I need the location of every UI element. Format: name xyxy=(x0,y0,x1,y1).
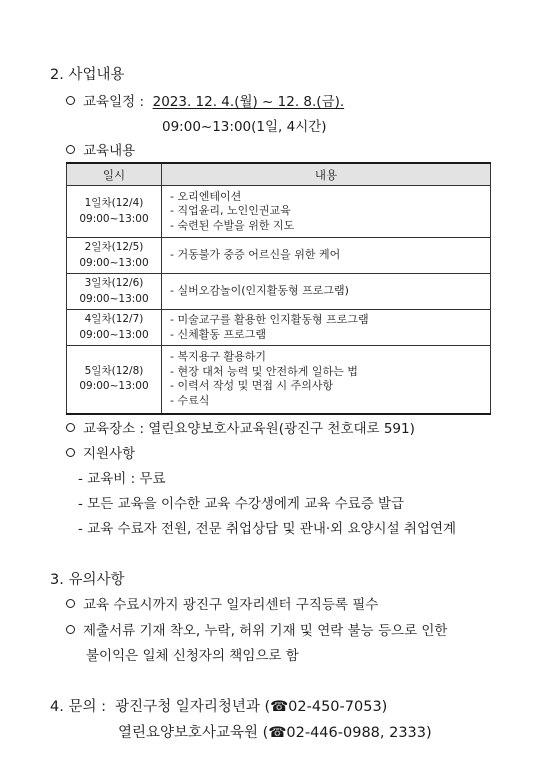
day-cell xyxy=(67,346,162,414)
circle-bullet-icon xyxy=(66,448,75,457)
support-item: - 교육비 : 무료 xyxy=(78,471,166,487)
content-cell xyxy=(162,310,491,346)
content-cell xyxy=(162,274,491,310)
table-header-row xyxy=(67,163,491,186)
schedule-table xyxy=(66,162,491,415)
content-item: - 이력서 작성 및 면접 시 주의사항 xyxy=(170,379,334,393)
contact-label: 4. 문의 : xyxy=(50,699,106,715)
content-label: 교육내용 xyxy=(83,143,136,159)
support-row xyxy=(66,448,135,462)
table-row xyxy=(67,274,491,310)
section-2-heading: 2. 사업내용 xyxy=(50,67,125,83)
day-cell xyxy=(67,310,162,346)
day-cell xyxy=(67,274,162,310)
content-item: - 거동불가 중증 어르신을 위한 케어 xyxy=(170,248,341,262)
content-cell xyxy=(162,238,491,274)
contact-primary: 광진구청 일자리청년과 (☎02-450-7053) xyxy=(115,699,388,715)
note-text: 제출서류 기재 착오, 누락, 허위 기재 및 연락 불능 등으로 인한 xyxy=(83,623,448,639)
support-item: - 모든 교육을 이수한 교육 수강생에게 교육 수료증 발급 xyxy=(78,496,405,512)
content-item: - 실버오감놀이(인지활동형 프로그램) xyxy=(170,284,349,298)
note-row xyxy=(66,599,378,613)
note-text: 교육 수료시까지 광진구 일자리센터 구직등록 필수 xyxy=(83,597,379,613)
venue-text: 교육장소 : 열린요양보호사교육원(광진구 천호대로 591) xyxy=(83,421,415,437)
circle-bullet-icon xyxy=(66,625,75,634)
schedule-dates: 2023. 12. 4.(월) ~ 12. 8.(금). xyxy=(152,94,345,110)
day-label: 5일차(12/8) xyxy=(84,365,144,378)
day-label: 1일차(12/4) xyxy=(84,197,144,210)
day-cell xyxy=(67,186,162,238)
day-label: 4일차(12/7) xyxy=(84,313,144,326)
table-row xyxy=(67,238,491,274)
table-row xyxy=(67,346,491,414)
day-label: 3일차(12/6) xyxy=(84,277,144,290)
circle-bullet-icon xyxy=(66,145,75,154)
circle-bullet-icon xyxy=(66,423,75,432)
content-item: - 현장 대처 능력 및 안전하게 일하는 법 xyxy=(170,364,358,378)
contact-row xyxy=(50,700,387,715)
section-3-heading: 3. 유의사항 xyxy=(50,572,125,588)
support-label: 지원사항 xyxy=(83,446,136,462)
content-item: - 신체활동 프로그램 xyxy=(170,327,266,341)
column-header-content: 내용 xyxy=(162,163,491,186)
table-row xyxy=(67,186,491,238)
table-row xyxy=(67,310,491,346)
circle-bullet-icon xyxy=(66,599,75,608)
content-item: - 수료식 xyxy=(170,393,210,407)
schedule-label: 교육일정 : xyxy=(83,94,145,110)
contact-secondary: 열린요양보호사교육원 (☎02-446-0988, 2333) xyxy=(118,725,432,741)
day-cell xyxy=(67,238,162,274)
content-cell xyxy=(162,346,491,414)
note-row xyxy=(66,625,447,639)
schedule-row xyxy=(66,96,344,110)
time-label: 09:00~13:00 xyxy=(79,212,149,225)
support-item: - 교육 수료자 전원, 전문 취업상담 및 관내·외 요양시설 취업연계 xyxy=(78,521,457,537)
circle-bullet-icon xyxy=(66,96,75,105)
content-cell xyxy=(162,186,491,238)
content-item: - 숙련된 수발을 위한 지도 xyxy=(170,218,295,232)
content-item: - 복지용구 활용하기 xyxy=(170,350,266,364)
column-header-date: 일시 xyxy=(67,163,162,186)
content-item: - 직업윤리, 노인인권교육 xyxy=(170,204,291,218)
time-label: 09:00~13:00 xyxy=(79,328,149,341)
content-row xyxy=(66,145,135,159)
day-label: 2일차(12/5) xyxy=(84,241,144,254)
time-label: 09:00~13:00 xyxy=(79,292,149,305)
time-label: 09:00~13:00 xyxy=(79,256,149,269)
note-continuation: 불이익은 일체 신청자의 책임으로 함 xyxy=(86,648,299,664)
content-item: - 오리엔테이션 xyxy=(170,189,242,203)
content-item: - 미술교구를 활용한 인지활동형 프로그램 xyxy=(170,312,369,326)
venue-row xyxy=(66,423,415,437)
time-label: 09:00~13:00 xyxy=(79,380,149,393)
schedule-time: 09:00~13:00(1일, 4시간) xyxy=(162,119,327,135)
